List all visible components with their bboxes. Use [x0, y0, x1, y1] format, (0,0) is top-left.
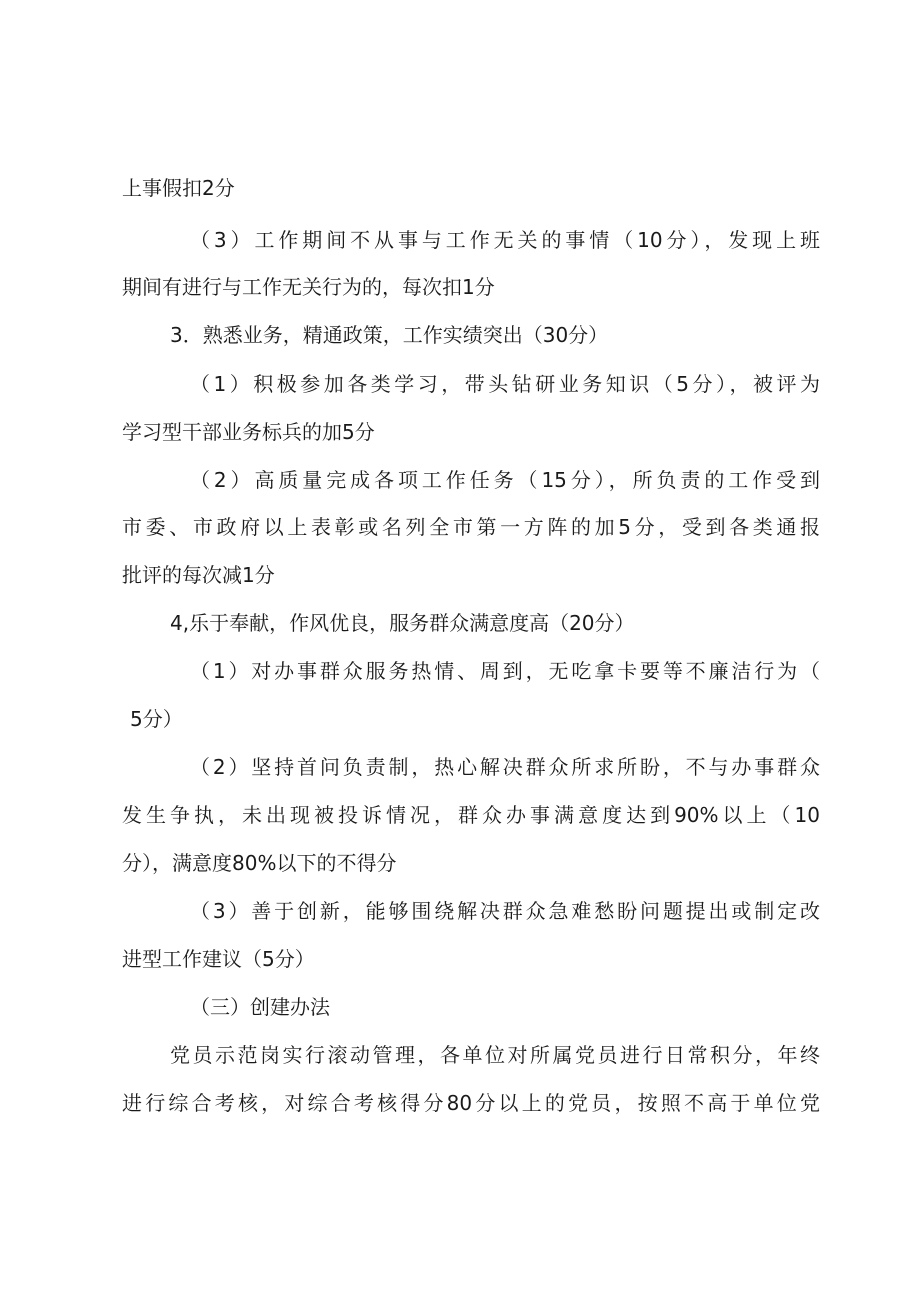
text-line-7: （2）高质量完成各项工作任务（15分），所负责的工作受到: [190, 468, 820, 492]
text-line-19: 党员示范岗实行滚动管理，各单位对所属党员进行日常积分，年终: [170, 1043, 820, 1067]
text-line-9: 批评的每次减1分: [122, 563, 275, 587]
text-line-8: 市委、市政府以上表彰或名列全市第一方阵的加5分，受到各类通报: [122, 515, 820, 539]
section-heading-4: 4,乐于奉献，作风优良，服务群众满意度高（20分）: [170, 611, 635, 635]
section-heading-3: 3．熟悉业务，精通政策，工作实绩突出（30分）: [170, 323, 609, 347]
text-line-12: 5分）: [130, 707, 183, 731]
text-line-11: （1）对办事群众服务热情、周到，无吃拿卡要等不廉洁行为（: [190, 659, 820, 683]
text-line-16: （3）善于创新，能够围绕解决群众急难愁盼问题提出或制定改: [190, 899, 820, 923]
text-line-3: 期间有进行与工作无关行为的，每次扣1分: [122, 275, 495, 299]
text-line-17: 进型工作建议（5分）: [122, 947, 315, 971]
text-line-13: （2）坚持首问负责制，热心解决群众所求所盼，不与办事群众: [190, 755, 820, 779]
text-line-5: （1）积极参加各类学习，带头钻研业务知识（5分），被评为: [190, 372, 820, 396]
text-line-20: 进行综合考核，对综合考核得分80分以上的党员，按照不高于单位党: [122, 1091, 820, 1115]
text-line-2: （3）工作期间不从事与工作无关的事情（10分），发现上班: [190, 228, 820, 252]
section-heading-3-methods: （三）创建办法: [190, 995, 330, 1019]
text-line-6: 学习型干部业务标兵的加5分: [122, 420, 375, 444]
text-line-14: 发生争执，未出现被投诉情况，群众办事满意度达到90%以上（10: [122, 803, 820, 827]
text-line-1: 上事假扣2分: [122, 176, 235, 200]
text-line-15: 分），满意度80%以下的不得分: [122, 851, 397, 875]
